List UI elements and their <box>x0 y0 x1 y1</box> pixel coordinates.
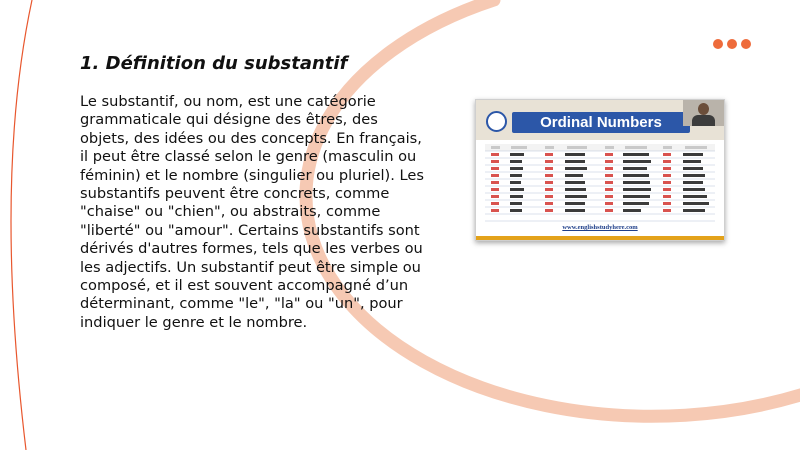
ordinal-numbers-image <box>475 99 725 241</box>
dot-icon <box>713 39 723 49</box>
three-dots-icon <box>713 39 751 49</box>
site-logo-icon <box>486 111 507 132</box>
presenter-photo <box>683 100 724 126</box>
dot-icon <box>741 39 751 49</box>
slide-title: 1. Définition du substantif <box>80 53 348 74</box>
dot-icon <box>727 39 737 49</box>
image-footer-url: www.englishstudyhere.com <box>562 224 638 231</box>
ordinal-table-graphic <box>485 144 715 222</box>
image-title: Ordinal Numbers <box>540 114 662 131</box>
image-bottom-bar <box>476 236 724 240</box>
definition-paragraph: Le substantif, ou nom, est une catégorie grammaticale qui désigne des êtres, des objets, des idées ou des concepts. En français, il peut être classé selon le genre (masculin ou féminin) et le nombre (singulier ou pluriel). Les substantifs peuvent être concrets, comme "chaise" ou "chien", ou abstraits, comme "liberté" ou "amour". Certains substantifs sont dérivés d'autres formes, tels que les verbes ou les adjectifs. Un substantif peut être simple ou composé, et il est souvent accompagné d’un déterminant, comme "le", "la" ou "un", pour indiquer le genre et le nombre. <box>80 93 424 331</box>
decorative-left-curve <box>11 0 32 450</box>
